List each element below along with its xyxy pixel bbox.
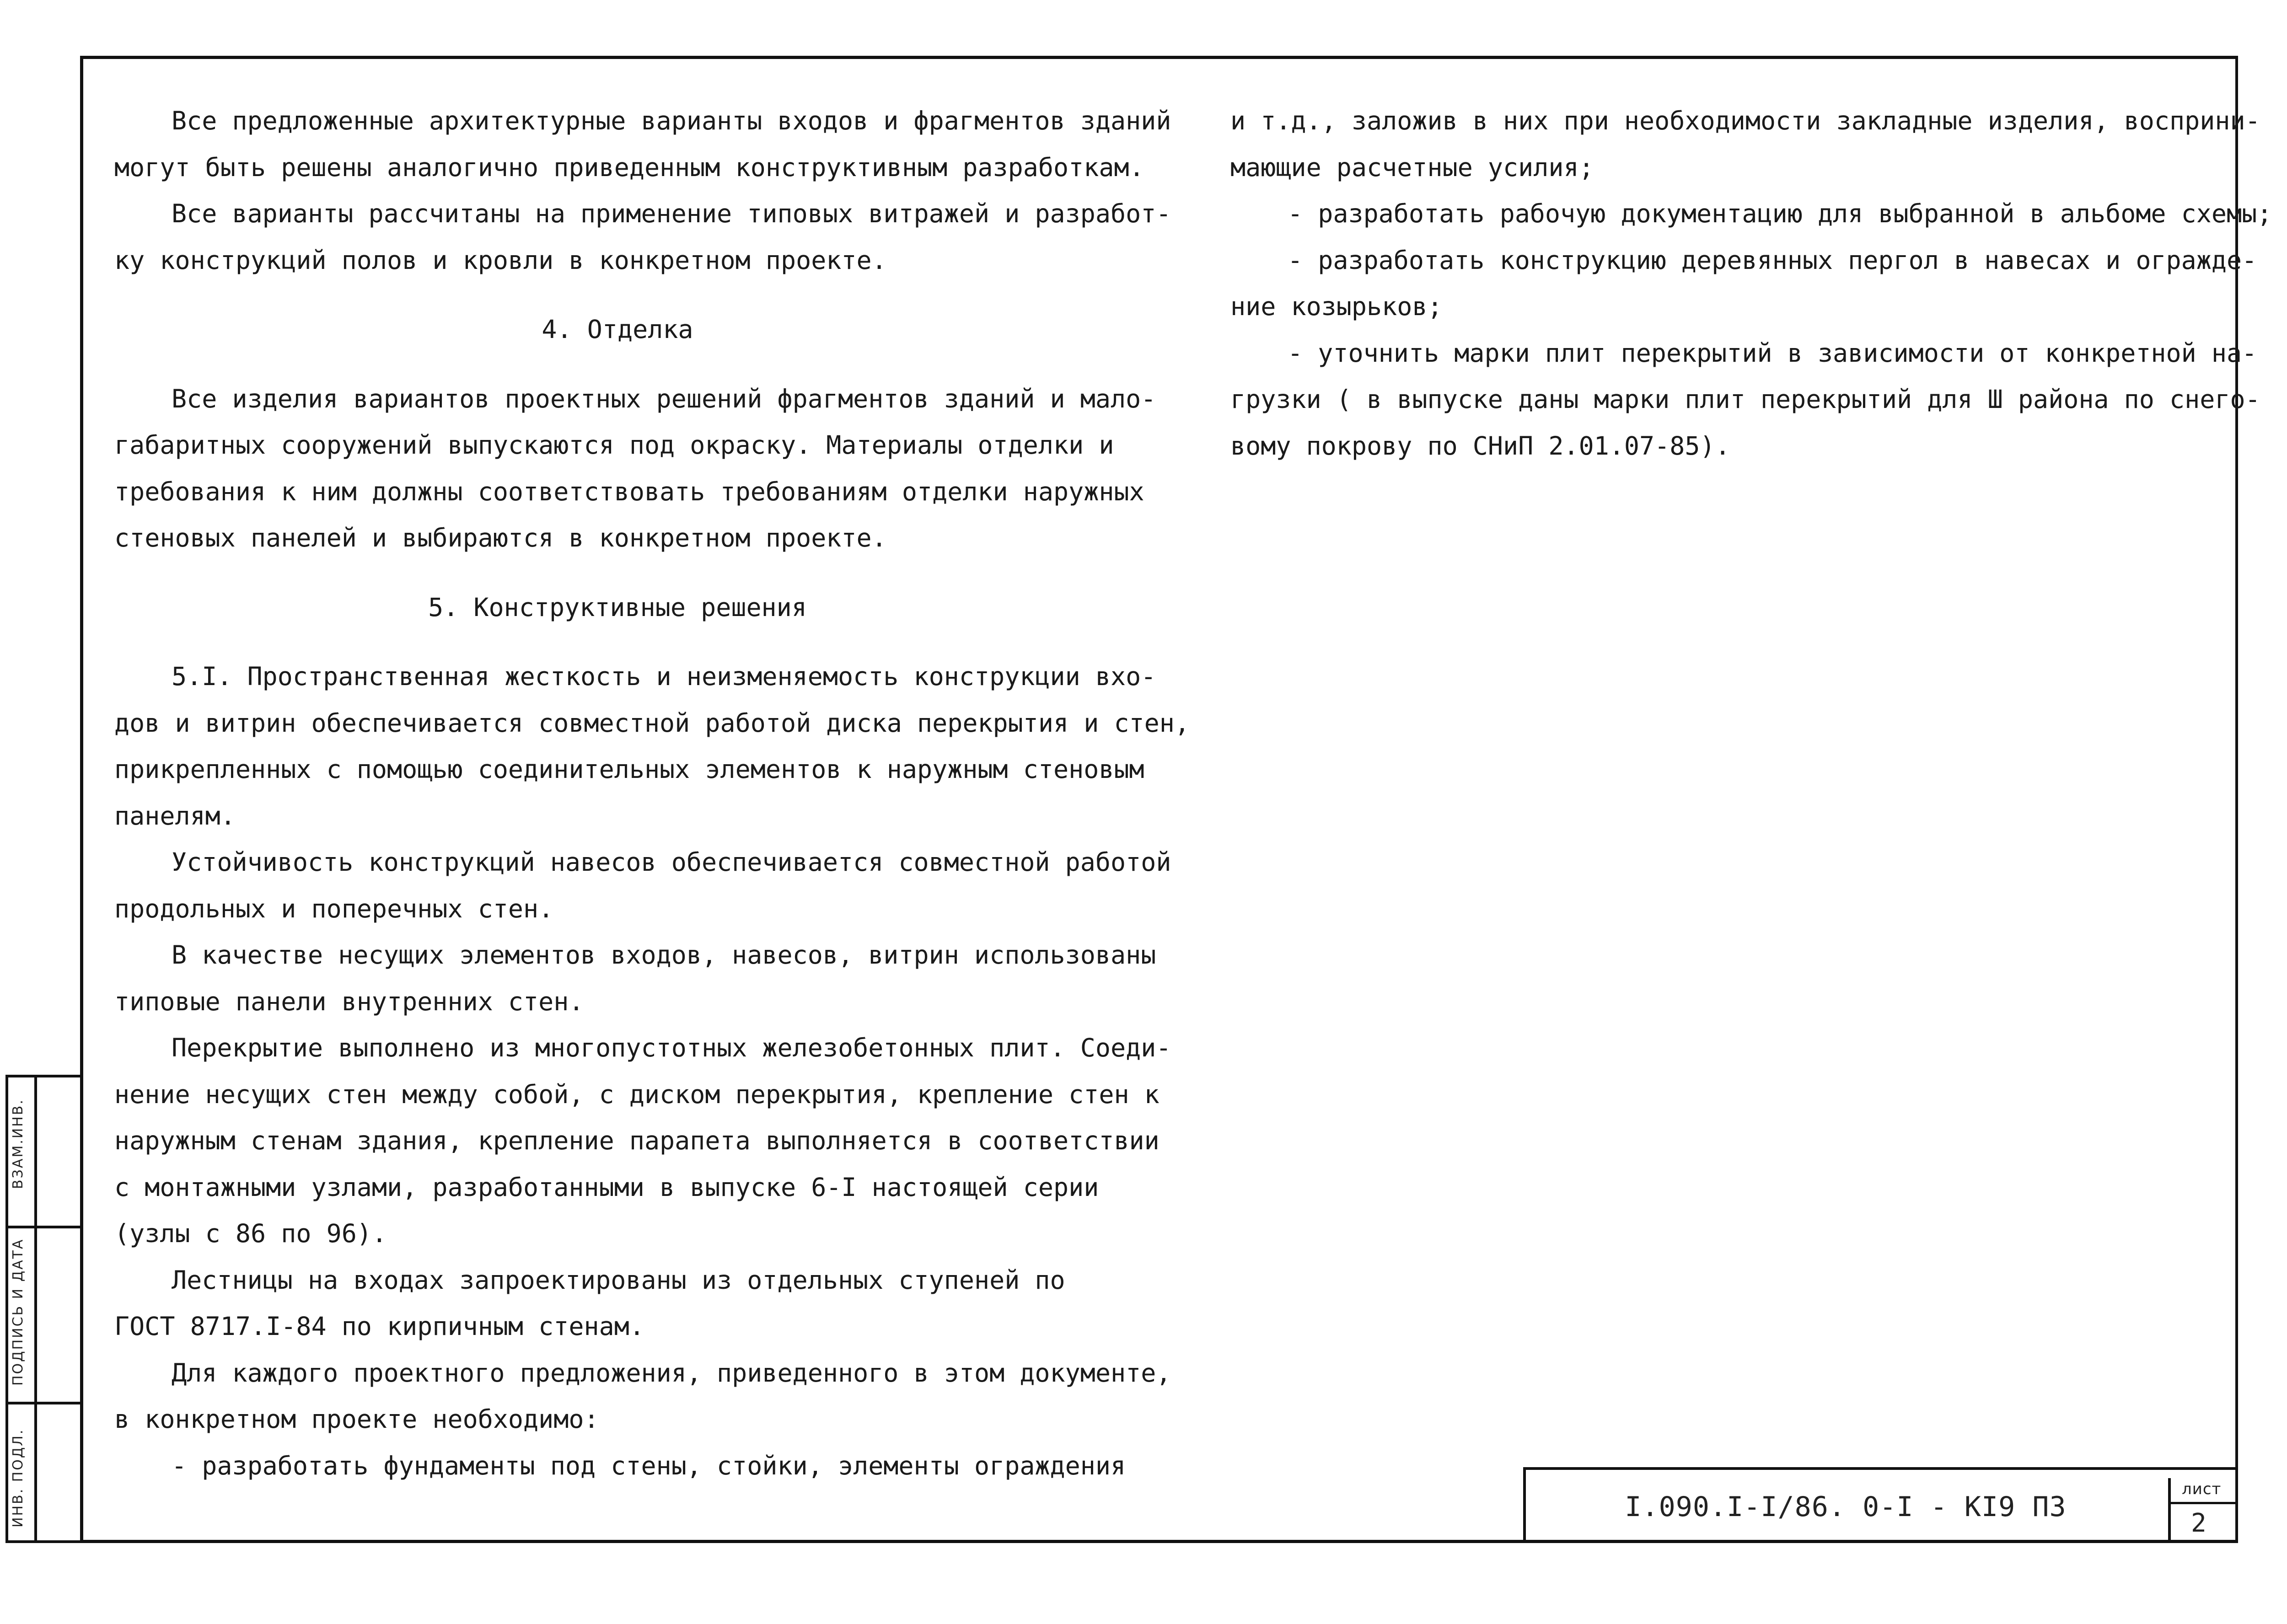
text-line: с монтажными узлами, разработанными в выпуске 6-I настоящей серии [114,1172,1099,1202]
sheet-box-divider [2168,1502,2238,1504]
text-line: (узлы с 86 по 96). [114,1219,387,1248]
side-stamp-label: ИНВ. ПОДЛ. [10,1428,26,1528]
paragraph [1230,237,2257,330]
text-line: грузки ( в выпуске даны марки плит перекрытий для Ш района по снего- [1230,385,2260,414]
section-heading-5: 5. Конструктивные решения [428,592,807,622]
text-line: - разработать фундаменты под стены, стойки, элементы ограждения [172,1451,1126,1480]
text-line: Все предложенные архитектурные варианты входов и фрагментов зданий [172,106,1171,135]
text-line: - разработать рабочую документацию для выбранной в альбоме схемы; [1288,199,2272,228]
paragraph [114,191,1171,284]
text-line: наружным стенам здания, крепление парапета выполняется в соответствии [114,1126,1160,1155]
side-stamp-label: ВЗАМ.ИНВ. [10,1099,26,1189]
text-line: Перекрытие выполнено из многопустотных железобетонных плит. Соеди- [172,1033,1171,1062]
text-line: и т.д., заложив в них при необходимости закладные изделия, восприни- [1230,106,2260,135]
paragraph [1230,98,2260,191]
text-line: Устойчивость конструкций навесов обеспечивается совместной работой [172,847,1171,877]
text-line: - разработать конструкцию деревянных пергол в навесах и огражде- [1288,245,2257,275]
sheet-label: лист [2182,1480,2222,1498]
text-line: дов и витрин обеспечивается совместной работой диска перекрытия и стен, [114,708,1190,738]
text-line: ку конструкций полов и кровли в конкретном проекте. [114,245,887,275]
section-heading-4: 4. Отделка [542,315,693,344]
paragraph [114,1443,1144,1490]
side-stamp-row-divider [5,1226,80,1228]
paragraph [114,1350,1171,1443]
text-line: В качестве несущих элементов входов, навесов, витрин использованы [172,940,1156,970]
paragraph [114,932,1156,1025]
text-line: Для каждого проектного предложения, приведенного в этом документе, [172,1358,1171,1388]
text-line: мающие расчетные усилия; [1230,152,1594,182]
text-line: ГОСТ 8717.I-84 по кирпичным стенам. [114,1312,644,1341]
text-line: типовые панели внутренних стен. [114,986,584,1016]
text-line: нение несущих стен между собой, с диском перекрытия, крепление стен к [114,1079,1160,1109]
text-line: ние козырьков; [1230,292,1443,321]
paragraph [1230,330,2260,470]
paragraph [114,1025,1171,1257]
side-stamp-divider [34,1075,37,1543]
text-line: могут быть решены аналогично приведенным конструктивным разработкам. [114,152,1144,182]
text-line: Все варианты рассчитаны на применение типовых витражей и разработ- [172,199,1171,228]
paragraph [114,839,1171,932]
paragraph [114,376,1156,562]
right-text-column [1230,98,2272,469]
document-code: I.090.I-I/86. 0-I - KI9 ПЗ [1625,1491,2067,1523]
paragraph [114,654,1190,839]
text-line: габаритных сооружений выпускаются под окраску. Материалы отделки и [114,430,1114,460]
text-line: стеновых панелей и выбираются в конкретном проекте. [114,523,887,552]
text-line: Лестницы на входах запроектированы из отдельных ступеней по [172,1265,1065,1295]
text-line: Все изделия вариантов проектных решений фрагментов зданий и мало- [172,384,1156,413]
side-stamp-label: ПОДПИСЬ И ДАТА [10,1238,26,1386]
text-line: в конкретном проекте необходимо: [114,1404,599,1434]
text-line: вому покрову по СНиП 2.01.07-85). [1230,431,1730,461]
text-line: панелям. [114,801,236,831]
side-stamp-row-divider [5,1402,80,1404]
text-line: требования к ним должны соответствовать требованиям отделки наружных [114,477,1144,506]
sheet-number: 2 [2191,1508,2206,1538]
left-text-column [114,98,1190,1489]
paragraph [1230,191,2272,237]
text-line: продольных и поперечных стен. [114,894,554,923]
paragraph [114,98,1171,191]
paragraph [114,1257,1144,1350]
text-line: прикрепленных с помощью соединительных элементов к наружным стеновым [114,755,1144,784]
text-line: - уточнить марки плит перекрытий в зависимости от конкретной на- [1288,338,2257,368]
text-line: 5.I. Пространственная жесткость и неизменяемость конструкции вхо- [172,662,1156,691]
